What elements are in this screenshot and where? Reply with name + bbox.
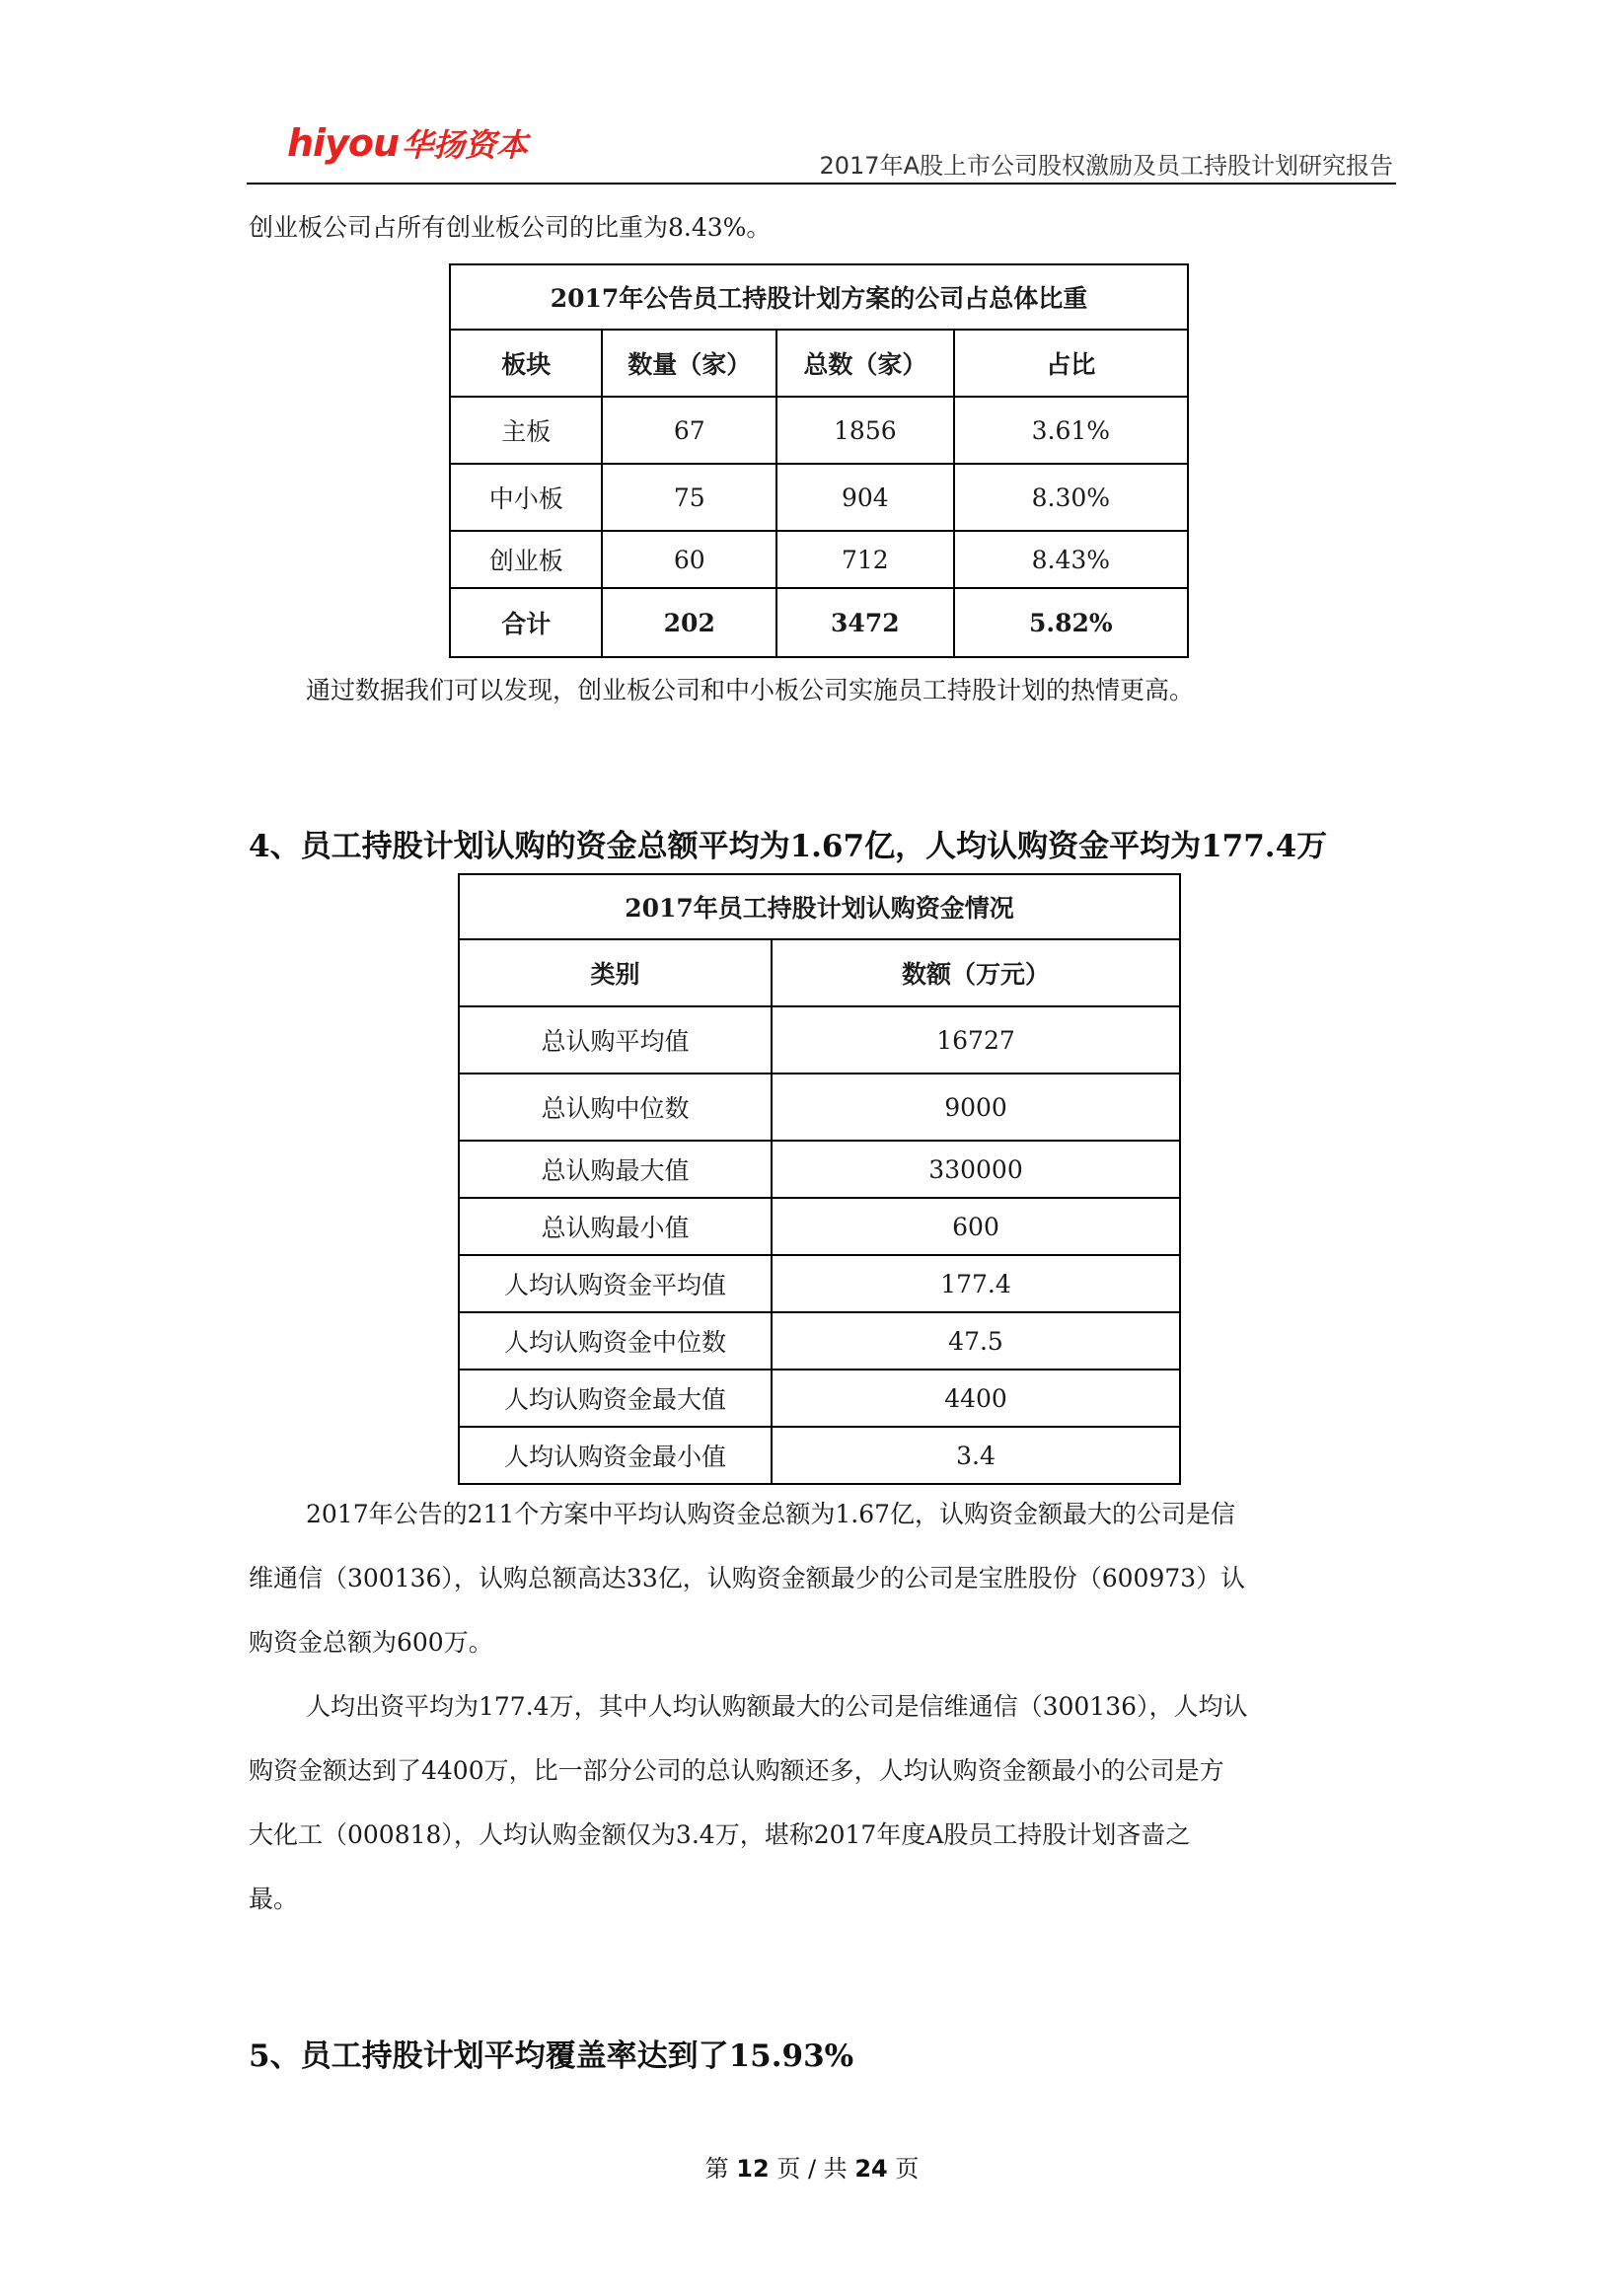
footer-middle: 页 / 共 (776, 2155, 848, 2183)
column-header: 类别 (459, 939, 772, 1006)
body-paragraph-1 (249, 1482, 1393, 1674)
paragraph-line: 购资金总额为600万。 (249, 1628, 493, 1657)
table-cell: 904 (776, 464, 954, 531)
paragraph-line: 购资金额达到了4400万，比一部分公司的总认购额还多，人均认购资金额最小的公司是方 (249, 1756, 1224, 1785)
table-cell: 5.82% (954, 588, 1188, 657)
table-cell: 总认购最小值 (459, 1198, 772, 1255)
brand-logo (287, 120, 528, 166)
column-header: 占比 (954, 330, 1188, 397)
table-row (450, 464, 1188, 531)
table-cell: 人均认购资金平均值 (459, 1255, 772, 1312)
table-cell: 202 (602, 588, 776, 657)
table-total-row (450, 588, 1188, 657)
paragraph-line: 人均出资平均为177.4万，其中人均认购额最大的公司是信维通信（300136），人均认 (306, 1692, 1248, 1721)
paragraph-line: 最。 (249, 1885, 299, 1913)
section-4-heading: 4、员工持股计划认购的资金总额平均为1.67亿，人均认购资金平均为177.4万 (249, 829, 1328, 864)
column-header: 总数（家） (776, 330, 954, 397)
table1-conclusion: 通过数据我们可以发现，创业板公司和中小板公司实施员工持股计划的热情更高。 (306, 676, 1195, 704)
table-cell: 合计 (450, 588, 602, 657)
table-cell: 177.4 (772, 1255, 1180, 1312)
page-footer (0, 2149, 1624, 2184)
table-cell: 16727 (772, 1006, 1180, 1074)
table-cell: 人均认购资金最小值 (459, 1427, 772, 1484)
table-cell: 总认购平均值 (459, 1006, 772, 1074)
table-cell: 8.43% (954, 531, 1188, 588)
table-caption-row (459, 874, 1180, 939)
table-cell: 主板 (450, 397, 602, 464)
share-ratio-table (449, 263, 1189, 658)
table-cell: 3.61% (954, 397, 1188, 464)
table-row (459, 1141, 1180, 1198)
table-row (450, 397, 1188, 464)
table-cell: 人均认购资金最大值 (459, 1370, 772, 1427)
table-header-row (459, 939, 1180, 1006)
section-5-heading: 5、员工持股计划平均覆盖率达到了15.93% (249, 2038, 854, 2074)
table-cell: 9000 (772, 1074, 1180, 1141)
table-row (459, 1370, 1180, 1427)
table-row (459, 1427, 1180, 1484)
table-row (450, 531, 1188, 588)
intro-text: 创业板公司占所有创业板公司的比重为8.43%。 (249, 213, 772, 242)
logo-latin-text: hiyou (287, 121, 400, 165)
column-header: 数额（万元） (772, 939, 1180, 1006)
table-header-row (450, 330, 1188, 397)
paragraph-line: 大化工（000818），人均认购金额仅为3.4万，堪称2017年度A股员工持股计划吝啬之 (249, 1820, 1191, 1849)
table-cell: 总认购中位数 (459, 1074, 772, 1141)
table-caption: 2017年公告员工持股计划方案的公司占总体比重 (450, 264, 1188, 330)
footer-prefix: 第 (704, 2155, 729, 2183)
table-cell: 中小板 (450, 464, 602, 531)
body-paragraph-2 (249, 1674, 1393, 1931)
table-row (459, 1198, 1180, 1255)
table-cell: 75 (602, 464, 776, 531)
table-cell: 330000 (772, 1141, 1180, 1198)
table-cell: 1856 (776, 397, 954, 464)
table-cell: 3472 (776, 588, 954, 657)
paragraph-line: 维通信（300136），认购总额高达33亿，认购资金额最少的公司是宝胜股份（600973）认 (249, 1564, 1246, 1592)
logo-chinese-text: 华扬资本 (402, 126, 529, 164)
table-cell: 8.30% (954, 464, 1188, 531)
table-cell: 4400 (772, 1370, 1180, 1427)
paragraph-line: 2017年公告的211个方案中平均认购资金总额为1.67亿，认购资金额最大的公司是信 (306, 1500, 1236, 1528)
table-caption-row (450, 264, 1188, 330)
subscription-funds-table (458, 873, 1181, 1485)
table-row (459, 1255, 1180, 1312)
table-cell: 712 (776, 531, 954, 588)
table-cell: 67 (602, 397, 776, 464)
report-title: 2017年A股上市公司股权激励及员工持股计划研究报告 (819, 152, 1393, 180)
table-row (459, 1312, 1180, 1370)
footer-suffix: 页 (895, 2155, 920, 2183)
column-header: 数量（家） (602, 330, 776, 397)
table-cell: 创业板 (450, 531, 602, 588)
table-row (459, 1006, 1180, 1074)
table-cell: 60 (602, 531, 776, 588)
table-row (459, 1074, 1180, 1141)
current-page-number: 12 (736, 2155, 770, 2183)
header-divider (247, 183, 1396, 185)
total-page-count: 24 (854, 2155, 888, 2183)
table-cell: 总认购最大值 (459, 1141, 772, 1198)
column-header: 板块 (450, 330, 602, 397)
table-caption: 2017年员工持股计划认购资金情况 (459, 874, 1180, 939)
table-cell: 人均认购资金中位数 (459, 1312, 772, 1370)
table-cell: 600 (772, 1198, 1180, 1255)
table-cell: 3.4 (772, 1427, 1180, 1484)
table-cell: 47.5 (772, 1312, 1180, 1370)
